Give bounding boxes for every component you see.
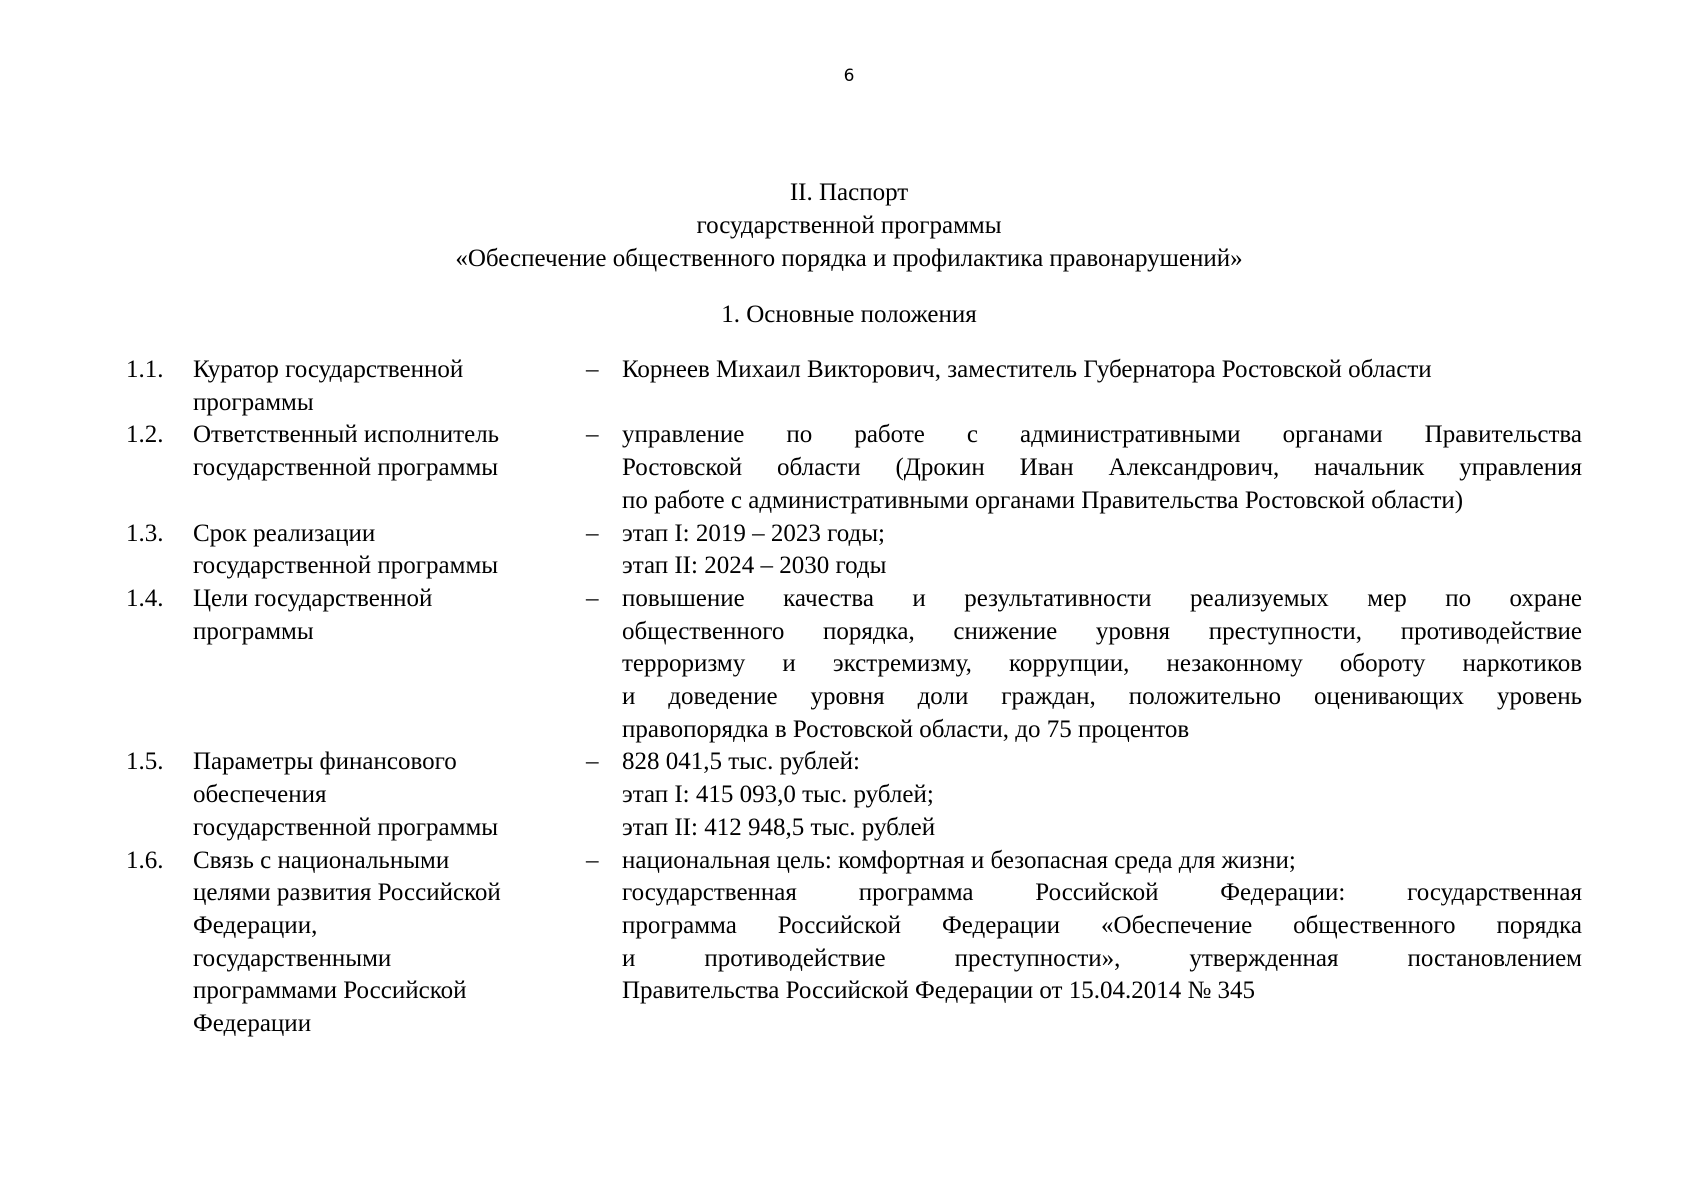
row-dash: – — [586, 748, 599, 776]
row-value: этап I: 2019 – 2023 годы; этап II: 2024 – 2030 годы — [622, 519, 887, 580]
row-label: Ответственный исполнитель государственной программы — [193, 421, 500, 482]
row-number: 1.6. — [126, 846, 164, 874]
row-label: Связь с национальными целями развития Российской Федерации, государственными программами Российской Федерации — [193, 846, 501, 1038]
row-number: 1.2. — [126, 421, 164, 449]
passport-row-1-6 — [126, 845, 1582, 1041]
row-number: 1.3. — [126, 519, 164, 547]
passport-row-1-1 — [126, 354, 1582, 419]
document-heading — [0, 176, 1698, 275]
passport-row-1-5 — [126, 746, 1582, 844]
row-dash: – — [586, 519, 599, 547]
row-value: повышение качества и результативности реализуемых мер по охране общественного порядка, снижение уровня преступности, противодействие терроризму и экстремизму, коррупции, незаконному обороту наркотиков и доведение уровня доли граждан, положительно оценивающих уровень правопорядка в Ростовской области, до 75 процентов — [622, 584, 1582, 743]
row-value: Корнеев Михаил Викторович, заместитель Губернатора Ростовской области — [622, 356, 1432, 383]
section-title: 1. Основные положения — [721, 301, 977, 328]
row-label: Куратор государственной программы — [193, 356, 464, 416]
passport-table — [126, 354, 1582, 1041]
heading-line-3: «Обеспечение общественного порядка и профилактика правонарушений» — [455, 245, 1243, 272]
row-dash: – — [586, 584, 599, 612]
row-number: 1.5. — [126, 748, 164, 776]
row-dash: – — [586, 846, 599, 874]
passport-row-1-4 — [126, 583, 1582, 747]
heading-line-2: государственной программы — [696, 212, 1002, 239]
page-number: 6 — [843, 66, 855, 86]
row-value: 828 041,5 тыс. рублей: этап I: 415 093,0 тыс. рублей; этап II: 412 948,5 тыс. рублей — [622, 748, 936, 841]
heading-line-1: II. Паспорт — [789, 179, 909, 206]
row-number: 1.1. — [126, 356, 164, 383]
row-label: Цели государственной программы — [193, 584, 433, 645]
row-value: управление по работе с административными органами Правительства Ростовской области (Дрокин Иван Александрович, начальник управления по работе с административными органами Правительства Ростовской области) — [622, 421, 1582, 514]
row-label: Параметры финансового обеспечения государственной программы — [193, 748, 499, 841]
row-number: 1.4. — [126, 584, 164, 612]
row-label: Срок реализации государственной программы — [193, 519, 499, 580]
passport-row-1-3 — [126, 518, 1582, 583]
row-dash: – — [586, 421, 599, 449]
passport-row-1-2 — [126, 419, 1582, 517]
row-value: национальная цель: комфортная и безопасная среда для жизни; государственная программа Российской Федерации: государственная программа Российской Федерации «Обеспечение общественного порядка и противодействие преступности», утвержденная постановлением Правительства Российской Федерации от 15.04.2014 № 345 — [622, 846, 1582, 1005]
row-dash: – — [586, 356, 599, 383]
